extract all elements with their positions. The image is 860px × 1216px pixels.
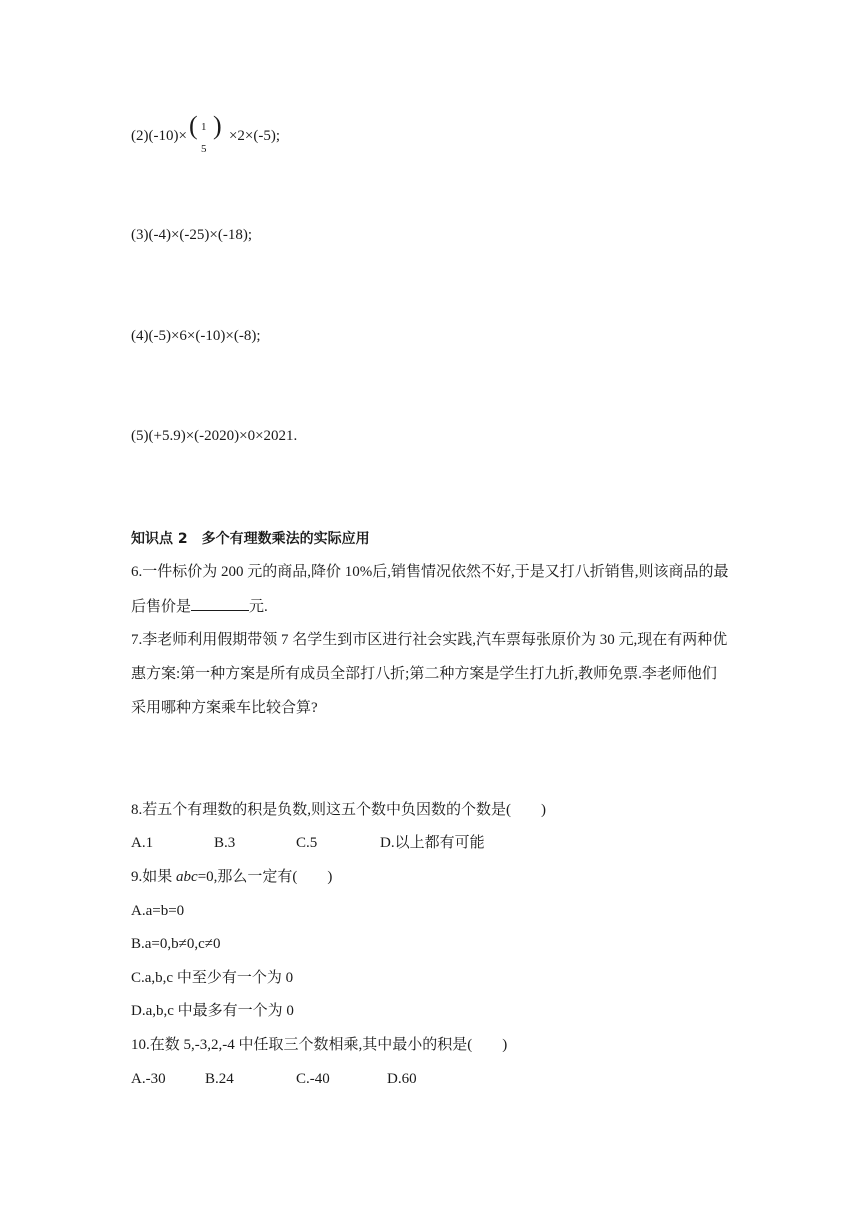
expr-suffix: ×2×(-5); xyxy=(228,128,281,144)
q6-line-1: 6.一件标价为 200 元的商品,降价 10%后,销售情况依然不好,于是又打八折销售,则该商品的最 xyxy=(131,564,729,580)
q9-option-a: A.a=b=0 xyxy=(131,903,185,919)
q8-option-c: C.5 xyxy=(296,835,318,851)
q6-line-2 xyxy=(131,596,268,617)
q10-option-d: D.60 xyxy=(387,1071,417,1087)
q6-line-2-prefix: 后售价是 xyxy=(131,599,192,615)
q9-variable: abc xyxy=(176,869,198,885)
q10-option-b: B.24 xyxy=(205,1071,234,1087)
q9-stem-prefix: 9.如果 xyxy=(131,869,177,885)
expr-prefix: (2)(-10)× xyxy=(131,128,187,144)
q9-stem xyxy=(131,867,332,887)
fraction-numerator: 1 xyxy=(200,120,207,133)
fraction-paren: ( 1 5 ) xyxy=(187,127,229,147)
fraction-denominator: 5 xyxy=(200,142,207,155)
q9-option-b: B.a=0,b≠0,c≠0 xyxy=(131,936,221,952)
q7-line-1: 7.李老师利用假期带领 7 名学生到市区进行社会实践,汽车票每张原价为 30 元,现在有两种优 xyxy=(131,632,728,648)
problem-5-part-2 xyxy=(131,110,281,155)
q8-stem: 8.若五个有理数的积是负数,则这五个数中负因数的个数是( ) xyxy=(131,802,546,818)
q10-stem: 10.在数 5,-3,2,-4 中任取三个数相乘,其中最小的积是( ) xyxy=(131,1037,508,1053)
q9-option-d: D.a,b,c 中最多有一个为 0 xyxy=(131,1003,294,1019)
q7-line-2: 惠方案:第一种方案是所有成员全部打八折;第二种方案是学生打九折,教师免票.李老师他们 xyxy=(131,666,717,682)
section-heading: 知识点 2 多个有理数乘法的实际应用 xyxy=(131,531,370,547)
problem-5-part-5: (5)(+5.9)×(-2020)×0×2021. xyxy=(131,428,298,444)
q10-option-c: C.-40 xyxy=(296,1071,330,1087)
q9-option-c: C.a,b,c 中至少有一个为 0 xyxy=(131,970,294,986)
answer-blank[interactable] xyxy=(191,596,249,611)
problem-5-part-3: (3)(-4)×(-25)×(-18); xyxy=(131,227,253,243)
problem-5-part-4: (4)(-5)×6×(-10)×(-8); xyxy=(131,328,261,344)
q9-stem-suffix: =0,那么一定有( ) xyxy=(197,869,333,885)
q8-option-d: D.以上都有可能 xyxy=(380,835,485,851)
q6-line-2-suffix: 元. xyxy=(249,599,268,615)
q10-option-a: A.-30 xyxy=(131,1071,166,1087)
q8-option-a: A.1 xyxy=(131,835,154,851)
q7-line-3: 采用哪种方案乘车比较合算? xyxy=(131,700,318,716)
q8-option-b: B.3 xyxy=(214,835,236,851)
